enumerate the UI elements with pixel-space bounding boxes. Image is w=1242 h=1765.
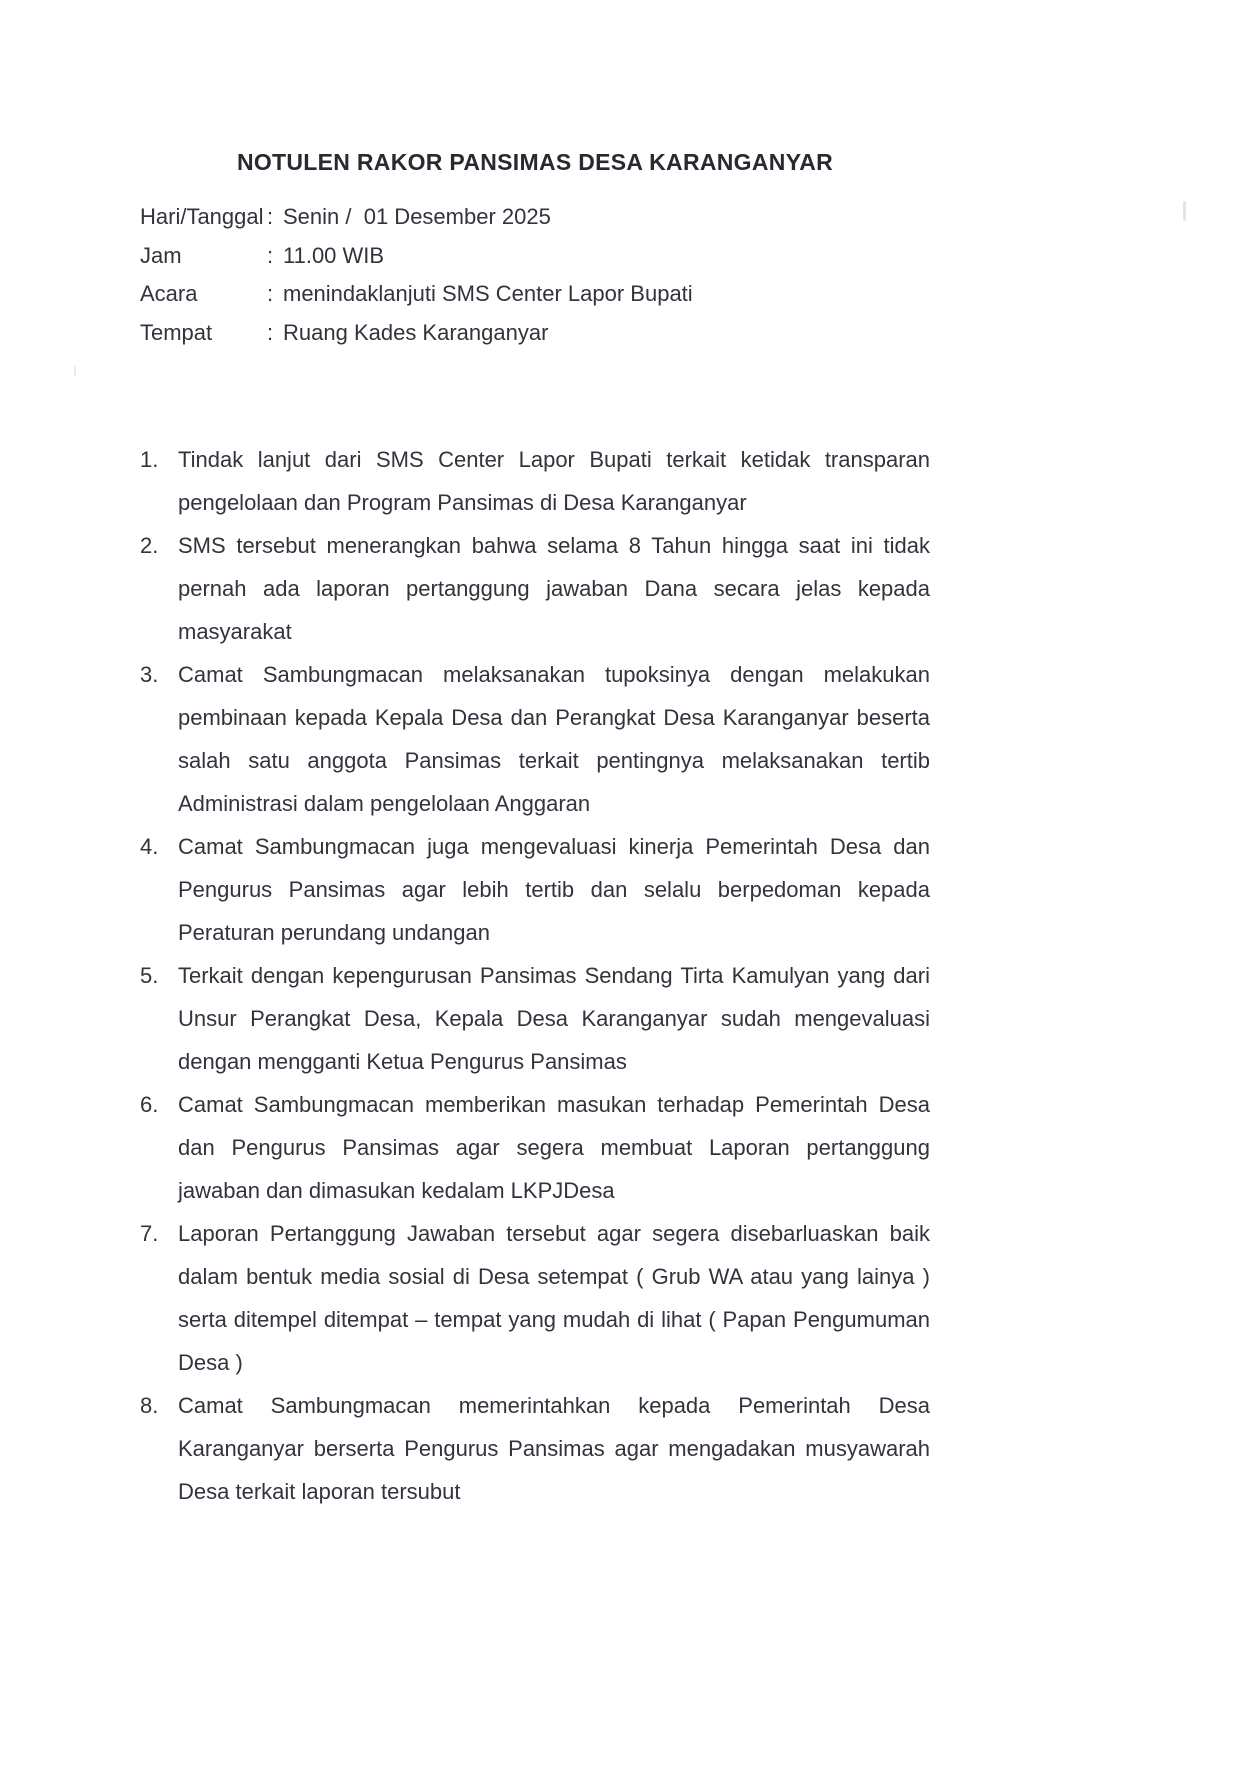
document-content (140, 0, 930, 1513)
meta-block (140, 198, 930, 352)
meta-value-place: Ruang Kades Karanganyar (283, 319, 549, 345)
list-item-number: 3. (140, 662, 159, 687)
meta-label-place: Tempat (140, 319, 213, 345)
meta-value-agenda: menindaklanjuti SMS Center Lapor Bupati (283, 281, 693, 306)
list-item-number: 1. (140, 447, 159, 472)
list-item-number: 6. (140, 1092, 159, 1117)
list-item-text: Laporan Pertanggung Jawaban tersebut agar segera disebarluaskan baik dalam bentuk media sosial di Desa setempat ( Grub WA atau yang lainya ) serta ditempel ditempat – tempat yang mudah di lihat ( Papan Pengumuman Desa ) (178, 1221, 930, 1375)
minutes-list (140, 438, 930, 1513)
meta-value-time: 11.00 WIB (283, 242, 385, 268)
list-item-7 (140, 1212, 930, 1384)
meta-row-day-date (140, 198, 930, 237)
list-item-text: Terkait dengan kepengurusan Pansimas Sendang Tirta Kamulyan yang dari Unsur Perangkat Desa, Kepala Desa Karanganyar sudah mengevaluasi dengan mengganti Ketua Pengurus Pansimas (178, 963, 930, 1074)
list-item-text: Camat Sambungmacan juga mengevaluasi kinerja Pemerintah Desa dan Pengurus Pansimas agar lebih tertib dan selalu berpedoman kepada Peraturan perundang undangan (178, 834, 930, 945)
meta-row-time (140, 237, 930, 276)
list-item-text: Camat Sambungmacan memberikan masukan terhadap Pemerintah Desa dan Pengurus Pansimas agar segera membuat Laporan pertanggung jawaban dan dimasukan kedalam LKPJDesa (178, 1092, 930, 1203)
list-item-number: 4. (140, 834, 159, 859)
meta-label-day-date: Hari/Tanggal (140, 204, 264, 229)
meta-colon: : (267, 242, 274, 268)
scan-artifact (74, 366, 76, 376)
document-title: NOTULEN RAKOR PANSIMAS DESA KARANGANYAR (236, 149, 834, 175)
list-item-3 (140, 653, 930, 825)
list-item-number: 5. (140, 963, 159, 988)
list-item-number: 2. (140, 533, 159, 558)
meta-colon: : (267, 281, 274, 306)
list-item-6 (140, 1083, 930, 1212)
list-item-text: Tindak lanjut dari SMS Center Lapor Bupati terkait ketidak transparan pengelolaan dan Program Pansimas di Desa Karanganyar (178, 447, 930, 515)
list-item-text: SMS tersebut menerangkan bahwa selama 8 Tahun hingga saat ini tidak pernah ada laporan pertanggung jawaban Dana secara jelas kepada masyarakat (178, 533, 930, 644)
meta-row-agenda (140, 275, 930, 314)
meta-colon: : (267, 319, 274, 345)
list-item-text: Camat Sambungmacan melaksanakan tupoksinya dengan melakukan pembinaan kepada Kepala Desa dan Perangkat Desa Karanganyar beserta salah satu anggota Pansimas terkait pentingnya melaksanakan tertib Administrasi dalam pengelolaan Anggaran (178, 662, 930, 816)
list-item-4 (140, 825, 930, 954)
meta-label-time: Jam (140, 242, 182, 268)
scan-artifact (1183, 201, 1186, 221)
list-item-text: Camat Sambungmacan memerintahkan kepada Pemerintah Desa Karanganyar berserta Pengurus Pansimas agar mengadakan musyawarah Desa terkait laporan tersubut (178, 1393, 930, 1504)
list-item-1 (140, 438, 930, 524)
list-item-number: 8. (140, 1393, 159, 1418)
meta-row-place (140, 314, 930, 353)
list-item-8 (140, 1384, 930, 1513)
list-item-2 (140, 524, 930, 653)
list-item-5 (140, 954, 930, 1083)
meta-colon: : (267, 204, 274, 229)
list-item-number: 7. (140, 1221, 159, 1246)
meta-value-day-date: Senin / 01 Desember 2025 (283, 204, 551, 229)
meta-label-agenda: Acara (140, 281, 198, 306)
